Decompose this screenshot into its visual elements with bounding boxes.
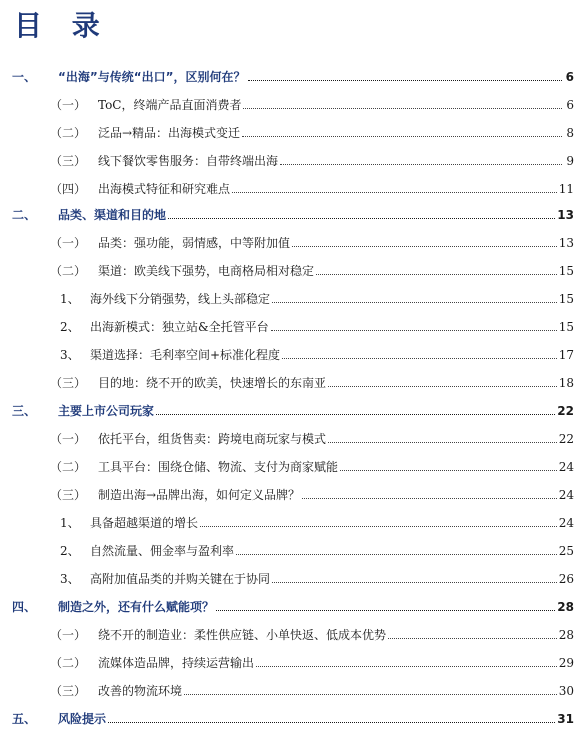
toc-entry[interactable] bbox=[60, 512, 574, 530]
toc-entry-number: （二） bbox=[50, 126, 87, 140]
toc-entry-number: （二） bbox=[50, 656, 87, 670]
dot-leader bbox=[232, 192, 557, 193]
dot-leader bbox=[168, 218, 555, 219]
dot-leader bbox=[216, 610, 555, 611]
toc-entry-label: 品类：强功能，弱情感，中等附加值 bbox=[98, 236, 291, 250]
toc-entry[interactable] bbox=[60, 568, 574, 586]
toc-entry-number: 3、 bbox=[60, 348, 80, 362]
toc-entry[interactable] bbox=[50, 150, 574, 168]
toc-entry[interactable] bbox=[60, 288, 574, 306]
dot-leader bbox=[388, 638, 557, 639]
toc-entry-page: 24 bbox=[558, 460, 574, 474]
toc-entry-number: （三） bbox=[50, 488, 87, 502]
toc-entry-page: 6 bbox=[566, 98, 574, 112]
dot-leader bbox=[243, 108, 562, 109]
toc-entry-label: 目的地：绕不开的欧美，快速增长的东南亚 bbox=[98, 376, 327, 390]
toc-entry-number: （一） bbox=[50, 98, 87, 112]
toc-entry[interactable] bbox=[50, 484, 574, 502]
toc-entry-page: 18 bbox=[558, 376, 574, 390]
toc-entry-page: 29 bbox=[558, 656, 574, 670]
toc-entry[interactable] bbox=[50, 94, 574, 112]
toc-entry-number: （四） bbox=[50, 182, 87, 196]
toc-entry[interactable] bbox=[50, 680, 574, 698]
toc-entry-number: 二、 bbox=[12, 208, 37, 222]
toc-entry-number: 3、 bbox=[60, 572, 80, 586]
toc-entry-number: （三） bbox=[50, 376, 87, 390]
toc-entry-number: （一） bbox=[50, 236, 87, 250]
toc-entry-number: 2、 bbox=[60, 544, 80, 558]
toc-entry-page: 8 bbox=[566, 126, 574, 140]
dot-leader bbox=[272, 302, 557, 303]
toc-entry[interactable] bbox=[12, 204, 574, 222]
toc-entry-page: 11 bbox=[558, 182, 574, 196]
dot-leader bbox=[200, 526, 557, 527]
toc-entry-number: 1、 bbox=[60, 516, 80, 530]
toc-entry[interactable] bbox=[12, 400, 574, 418]
toc-entry-number: （三） bbox=[50, 154, 87, 168]
toc-entry-page: 6 bbox=[565, 70, 574, 84]
toc-entry-page: 26 bbox=[558, 572, 574, 586]
toc-entry-page: 22 bbox=[558, 432, 574, 446]
toc-entry-number: （二） bbox=[50, 264, 87, 278]
dot-leader bbox=[236, 554, 557, 555]
toc-entry-page: 13 bbox=[557, 208, 574, 222]
toc-entry-page: 15 bbox=[558, 292, 574, 306]
toc-entry-number: 1、 bbox=[60, 292, 80, 306]
toc-entry-number: （三） bbox=[50, 684, 87, 698]
toc-entry-label: 主要上市公司玩家 bbox=[58, 404, 155, 418]
toc-entry-page: 9 bbox=[566, 154, 574, 168]
toc-entry-label: 出海新模式：独立站&全托管平台 bbox=[90, 320, 269, 334]
dot-leader bbox=[256, 666, 557, 667]
toc-entry-page: 17 bbox=[558, 348, 574, 362]
dot-leader bbox=[292, 246, 557, 247]
toc-entry-label: 出海模式特征和研究难点 bbox=[98, 182, 231, 196]
dot-leader bbox=[328, 386, 557, 387]
toc-entry[interactable] bbox=[60, 344, 574, 362]
toc-entry-page: 31 bbox=[557, 712, 574, 726]
toc-entry-label: 制造出海→品牌出海，如何定义品牌？ bbox=[98, 488, 301, 502]
toc-entry-label: 渠道：欧美线下强势，电商格局相对稳定 bbox=[98, 264, 315, 278]
toc-entry-label: 改善的物流环境 bbox=[98, 684, 183, 698]
toc-entry[interactable] bbox=[50, 232, 574, 250]
dot-leader bbox=[328, 442, 557, 443]
toc-entry[interactable] bbox=[50, 652, 574, 670]
toc-entry[interactable] bbox=[50, 178, 574, 196]
toc-entry[interactable] bbox=[12, 66, 574, 84]
toc-entry[interactable] bbox=[50, 122, 574, 140]
toc-entry-label: 自然流量、佣金率与盈利率 bbox=[90, 544, 235, 558]
toc-entry-page: 24 bbox=[558, 488, 574, 502]
dot-leader bbox=[340, 470, 557, 471]
toc-entry[interactable] bbox=[50, 260, 574, 278]
toc-entry-label: 渠道选择：毛利率空间+标准化程度 bbox=[90, 348, 281, 362]
toc-entry-page: 15 bbox=[558, 264, 574, 278]
dot-leader bbox=[184, 694, 557, 695]
toc-entry[interactable] bbox=[50, 428, 574, 446]
toc-entry-number: （二） bbox=[50, 460, 87, 474]
toc-entry-label: 制造之外，还有什么赋能项？ bbox=[58, 600, 215, 614]
toc-entry-label: 依托平台，组货售卖：跨境电商玩家与模式 bbox=[98, 432, 327, 446]
dot-leader bbox=[302, 498, 557, 499]
toc-entry-label: 具备超越渠道的增长 bbox=[90, 516, 199, 530]
toc-entry-page: 24 bbox=[558, 516, 574, 530]
toc-entry-page: 28 bbox=[557, 600, 574, 614]
toc-entry-page: 22 bbox=[557, 404, 574, 418]
toc-entry-number: 四、 bbox=[12, 600, 37, 614]
toc-entry-page: 15 bbox=[558, 320, 574, 334]
toc-entry-number: 三、 bbox=[12, 404, 37, 418]
dot-leader bbox=[272, 582, 557, 583]
dot-leader bbox=[242, 136, 562, 137]
dot-leader bbox=[280, 164, 562, 165]
dot-leader bbox=[282, 358, 557, 359]
toc-entry[interactable] bbox=[60, 316, 574, 334]
toc-entry-label: 高附加值品类的并购关键在于协同 bbox=[90, 572, 271, 586]
toc-entry-label: 泛品→精品：出海模式变迁 bbox=[98, 126, 241, 140]
toc-entry[interactable] bbox=[12, 596, 574, 614]
toc-entry-label: 风险提示 bbox=[58, 712, 107, 726]
toc-entry-number: 一、 bbox=[12, 70, 37, 84]
toc-entry-label: 工具平台：围绕仓储、物流、支付为商家赋能 bbox=[98, 460, 339, 474]
toc-title: 目 录 bbox=[14, 9, 110, 42]
dot-leader bbox=[156, 414, 555, 415]
toc-entry-label: 绕不开的制造业：柔性供应链、小单快返、低成本优势 bbox=[98, 628, 387, 642]
toc-entry-number: （一） bbox=[50, 628, 87, 642]
toc-entry-number: （一） bbox=[50, 432, 87, 446]
toc-entry-number: 2、 bbox=[60, 320, 80, 334]
toc-entry-label: 海外线下分销强势，线上头部稳定 bbox=[90, 292, 271, 306]
toc-entry-label: 线下餐饮零售服务：自带终端出海 bbox=[98, 154, 279, 168]
dot-leader bbox=[248, 80, 562, 81]
toc-entry-label: “出海”与传统“出口”，区别何在？ bbox=[58, 70, 246, 84]
toc-entry-label: ToC，终端产品直面消费者 bbox=[98, 98, 242, 112]
toc-entry[interactable] bbox=[12, 708, 574, 726]
toc-entry[interactable] bbox=[50, 624, 574, 642]
toc-entry[interactable] bbox=[50, 372, 574, 390]
dot-leader bbox=[316, 274, 557, 275]
toc-entry-page: 25 bbox=[558, 544, 574, 558]
toc-entry-page: 13 bbox=[558, 236, 574, 250]
toc-entry-page: 28 bbox=[558, 628, 574, 642]
dot-leader bbox=[108, 722, 555, 723]
toc-entry[interactable] bbox=[50, 456, 574, 474]
toc-entry[interactable] bbox=[60, 540, 574, 558]
toc-entry-label: 流媒体造品牌，持续运营输出 bbox=[98, 656, 255, 670]
dot-leader bbox=[271, 330, 557, 331]
toc-entry-label: 品类、渠道和目的地 bbox=[58, 208, 167, 222]
toc-entry-page: 30 bbox=[558, 684, 574, 698]
toc-entry-number: 五、 bbox=[12, 712, 37, 726]
